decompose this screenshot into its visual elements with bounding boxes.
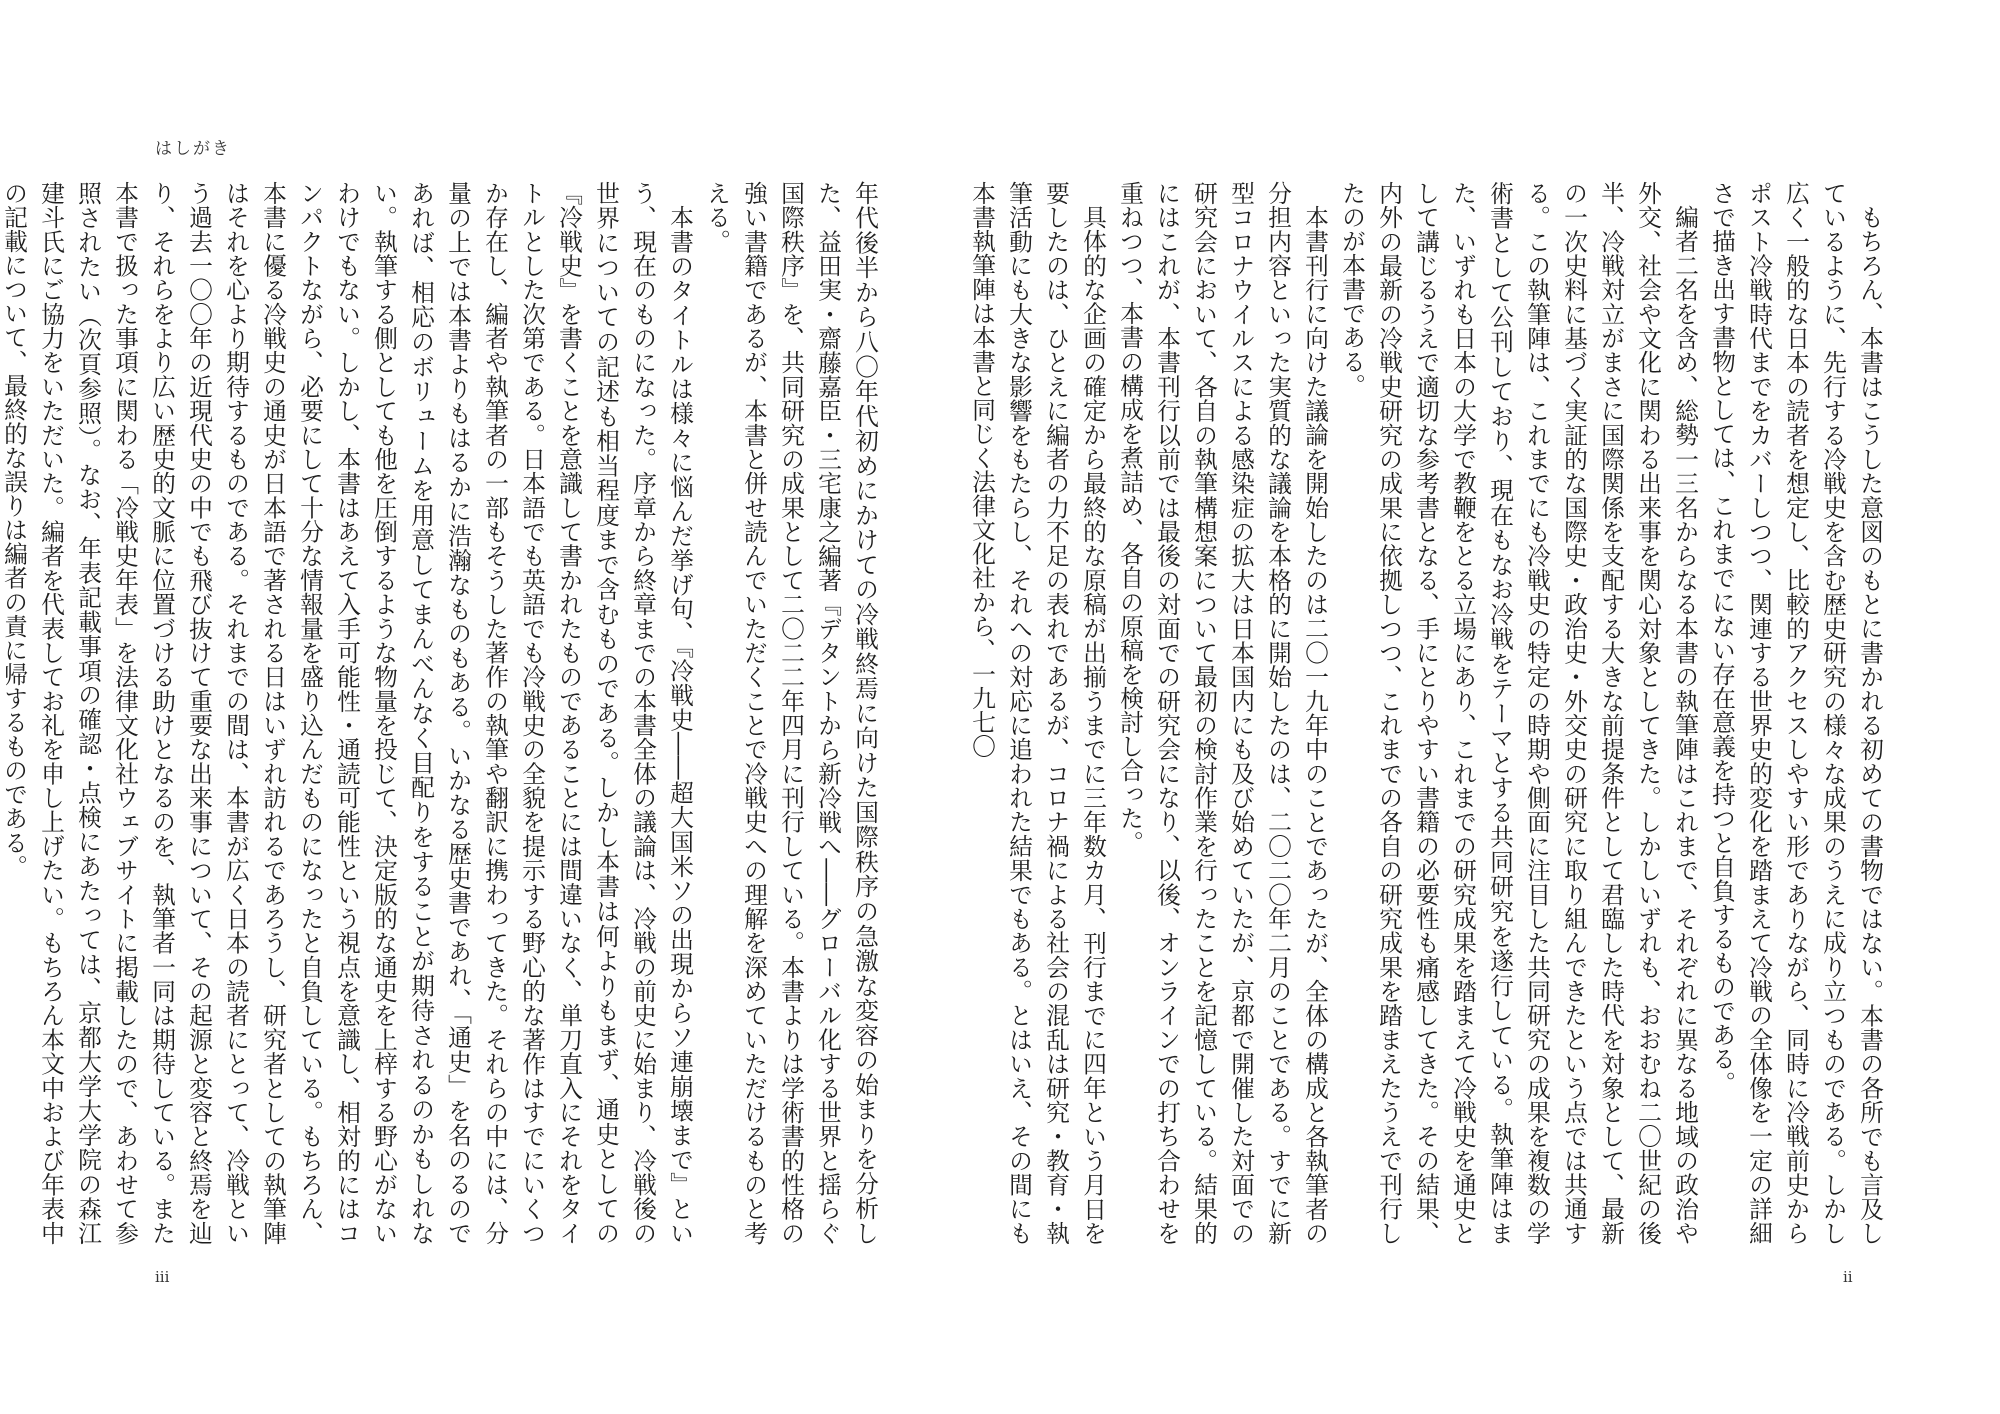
running-head: はしがき xyxy=(155,139,231,159)
paragraph-3: 本書刊行に向けた議論を開始したのは二〇一九年中のことであったが、全体の構成と各執筆者の分担内容といった実質的な議論を本格的に開始したのは、二〇二〇年二月のことである。すでに新型コロナウイルスによる感染症の拡大は日本国内にも及び始めていたが、京都で開催した対面での研究会において、各自の執筆構想案について最初の検討作業を行ったことを記憶している。結果的にはこれが、本書刊行以前では最後の対面での研究会になり、以後、オンラインでの打ち合わせを重ねつつ、本書の構成を煮詰め、各自の原稿を検討し合った。 xyxy=(1116,181,1329,1245)
page-number: ii xyxy=(1843,1268,1853,1286)
paragraph-4: 具体的な企画の確定から最終的な原稿が出揃うまでに三年数カ月、刊行までに四年という月日を要したのは、ひとえに編者の力不足の表れであるが、コロナ禍による社会の混乱は研究・教育・執筆活動にも大きな影響をもたらし、それへの対応に追われた結果でもある。とはいえ、その間にも本書執筆陣は本書と同じく法律文化社から、一九七〇 xyxy=(968,181,1107,1245)
page-number: iii xyxy=(155,1268,170,1286)
paragraph-2: 本書のタイトルは様々に悩んだ挙げ句、『冷戦史――超大国米ソの出現からソ連崩壊まで』という、現在のものになった。序章から終章までの本書全体の議論は、冷戦の前史に始まり、冷戦後の世界についての記述も相当程度まで含むものである。しかし本書は何よりもまず、通史としての『冷戦史』を書くことを意識して書かれたものであることには間違いなく、単刀直入にそれをタイトルとした次第である。日本語でも英語でも冷戦史の全貌を提示する野心的な著作はすでにいくつか存在し、編者や執筆者の一部もそうした著作の執筆や翻訳に携わってきた。それらの中には、分量の上では本書よりもはるかに浩瀚なものもある。いかなる歴史書であれ、「通史」を名のるのであれば、相応のボリュームを用意してまんべんなく目配りをすることが期待されるのかもしれない。執筆する側としても他を圧倒するような物量を投じて、決定版的な通史を上梓する野心がないわけでもない。しかし、本書はあえて入手可能性・通読可能性という視点を意識し、相対的にはコンパクトながら、必要にして十分な情報量を盛り込んだものになったと自負している。もちろん、本書に優る冷戦史の通史が日本語で著される日はいずれ訪れるであろうし、研究者としての執筆陣はそれを心より期待するものである。それまでの間は、本書が広く日本の読者にとって、冷戦という過去一〇〇年の近現代史の中でも飛び抜けて重要な出来事について、その起源と変容と終焉を辿り、それらをより広い歴史的文脈に位置づける助けとなるのを、執筆者一同は期待している。また本書で扱った事項に関わる「冷戦史年表」を法律文化社ウェブサイトに掲載したので、あわせて参照されたい（次頁参照）。なお、年表記載事項の確認・点検にあたっては、京都大学大学院の森江建斗氏にご協力をいただいた。編者を代表してお礼を申し上げたい。もちろん本文中および年表中の記載について、最終的な誤りは編者の責に帰するものである。 xyxy=(0,181,694,1245)
body-text xyxy=(0,181,883,1245)
paragraph-1: もちろん、本書はこうした意図のもとに書かれる初めての書物ではない。本書の各所でも言及しているように、先行する冷戦史を含む歴史研究の様々な成果のうえに成り立つものである。しかし広く一般的な日本の読者を想定し、比較的アクセスしやすい形でありながら、同時に冷戦前史からポスト冷戦時代までをカバーしつつ、関連する世界史的変化を踏まえて冷戦の全体像を一定の詳細さで描き出す書物としては、これまでにない存在意義を持つと自負するものである。 xyxy=(1708,181,1884,1245)
paragraph-2: 編者二名を含め、総勢一三名からなる本書の執筆陣はこれまで、それぞれに異なる地域の政治や外交、社会や文化に関わる出来事を関心対象としてきた。しかしいずれも、おおむね二〇世紀の後半、冷戦対立がまさに国際関係を支配する大きな前提条件として君臨した時代を対象として、最新の一次史料に基づく実証的な国際史・政治史・外交史の研究に取り組んできたという点では共通する。この執筆陣は、これまでにも冷戦史の特定の時期や側面に注目した共同研究の成果を複数の学術書として公刊しており、現在もなお冷戦をテーマとする共同研究を遂行している。執筆陣はまた、いずれも日本の大学で教鞭をとる立場にあり、これまでの研究成果を踏まえて冷戦史を通史として講じるうえで適切な参考書となる、手にとりやすい書籍の必要性も痛感してきた。その結果、内外の最新の冷戦史研究の成果に依拠しつつ、これまでの各自の研究成果を踏まえたうえで刊行したのが本書である。 xyxy=(1338,181,1699,1245)
body-text xyxy=(968,181,1888,1245)
paragraph-1: 年代後半から八〇年代初めにかけての冷戦終焉に向けた国際秩序の急激な変容の始まりを分析した、益田実・齋藤嘉臣・三宅康之編著『デタントから新冷戦へ――グローバル化する世界と揺らぐ国際秩序』を、共同研究の成果として二〇二二年四月に刊行している。本書よりは学術書的性格の強い書籍であるが、本書と併せ読んでいただくことで冷戦史への理解を深めていただけるものと考える。 xyxy=(703,181,879,1245)
right-page xyxy=(968,0,2000,1414)
